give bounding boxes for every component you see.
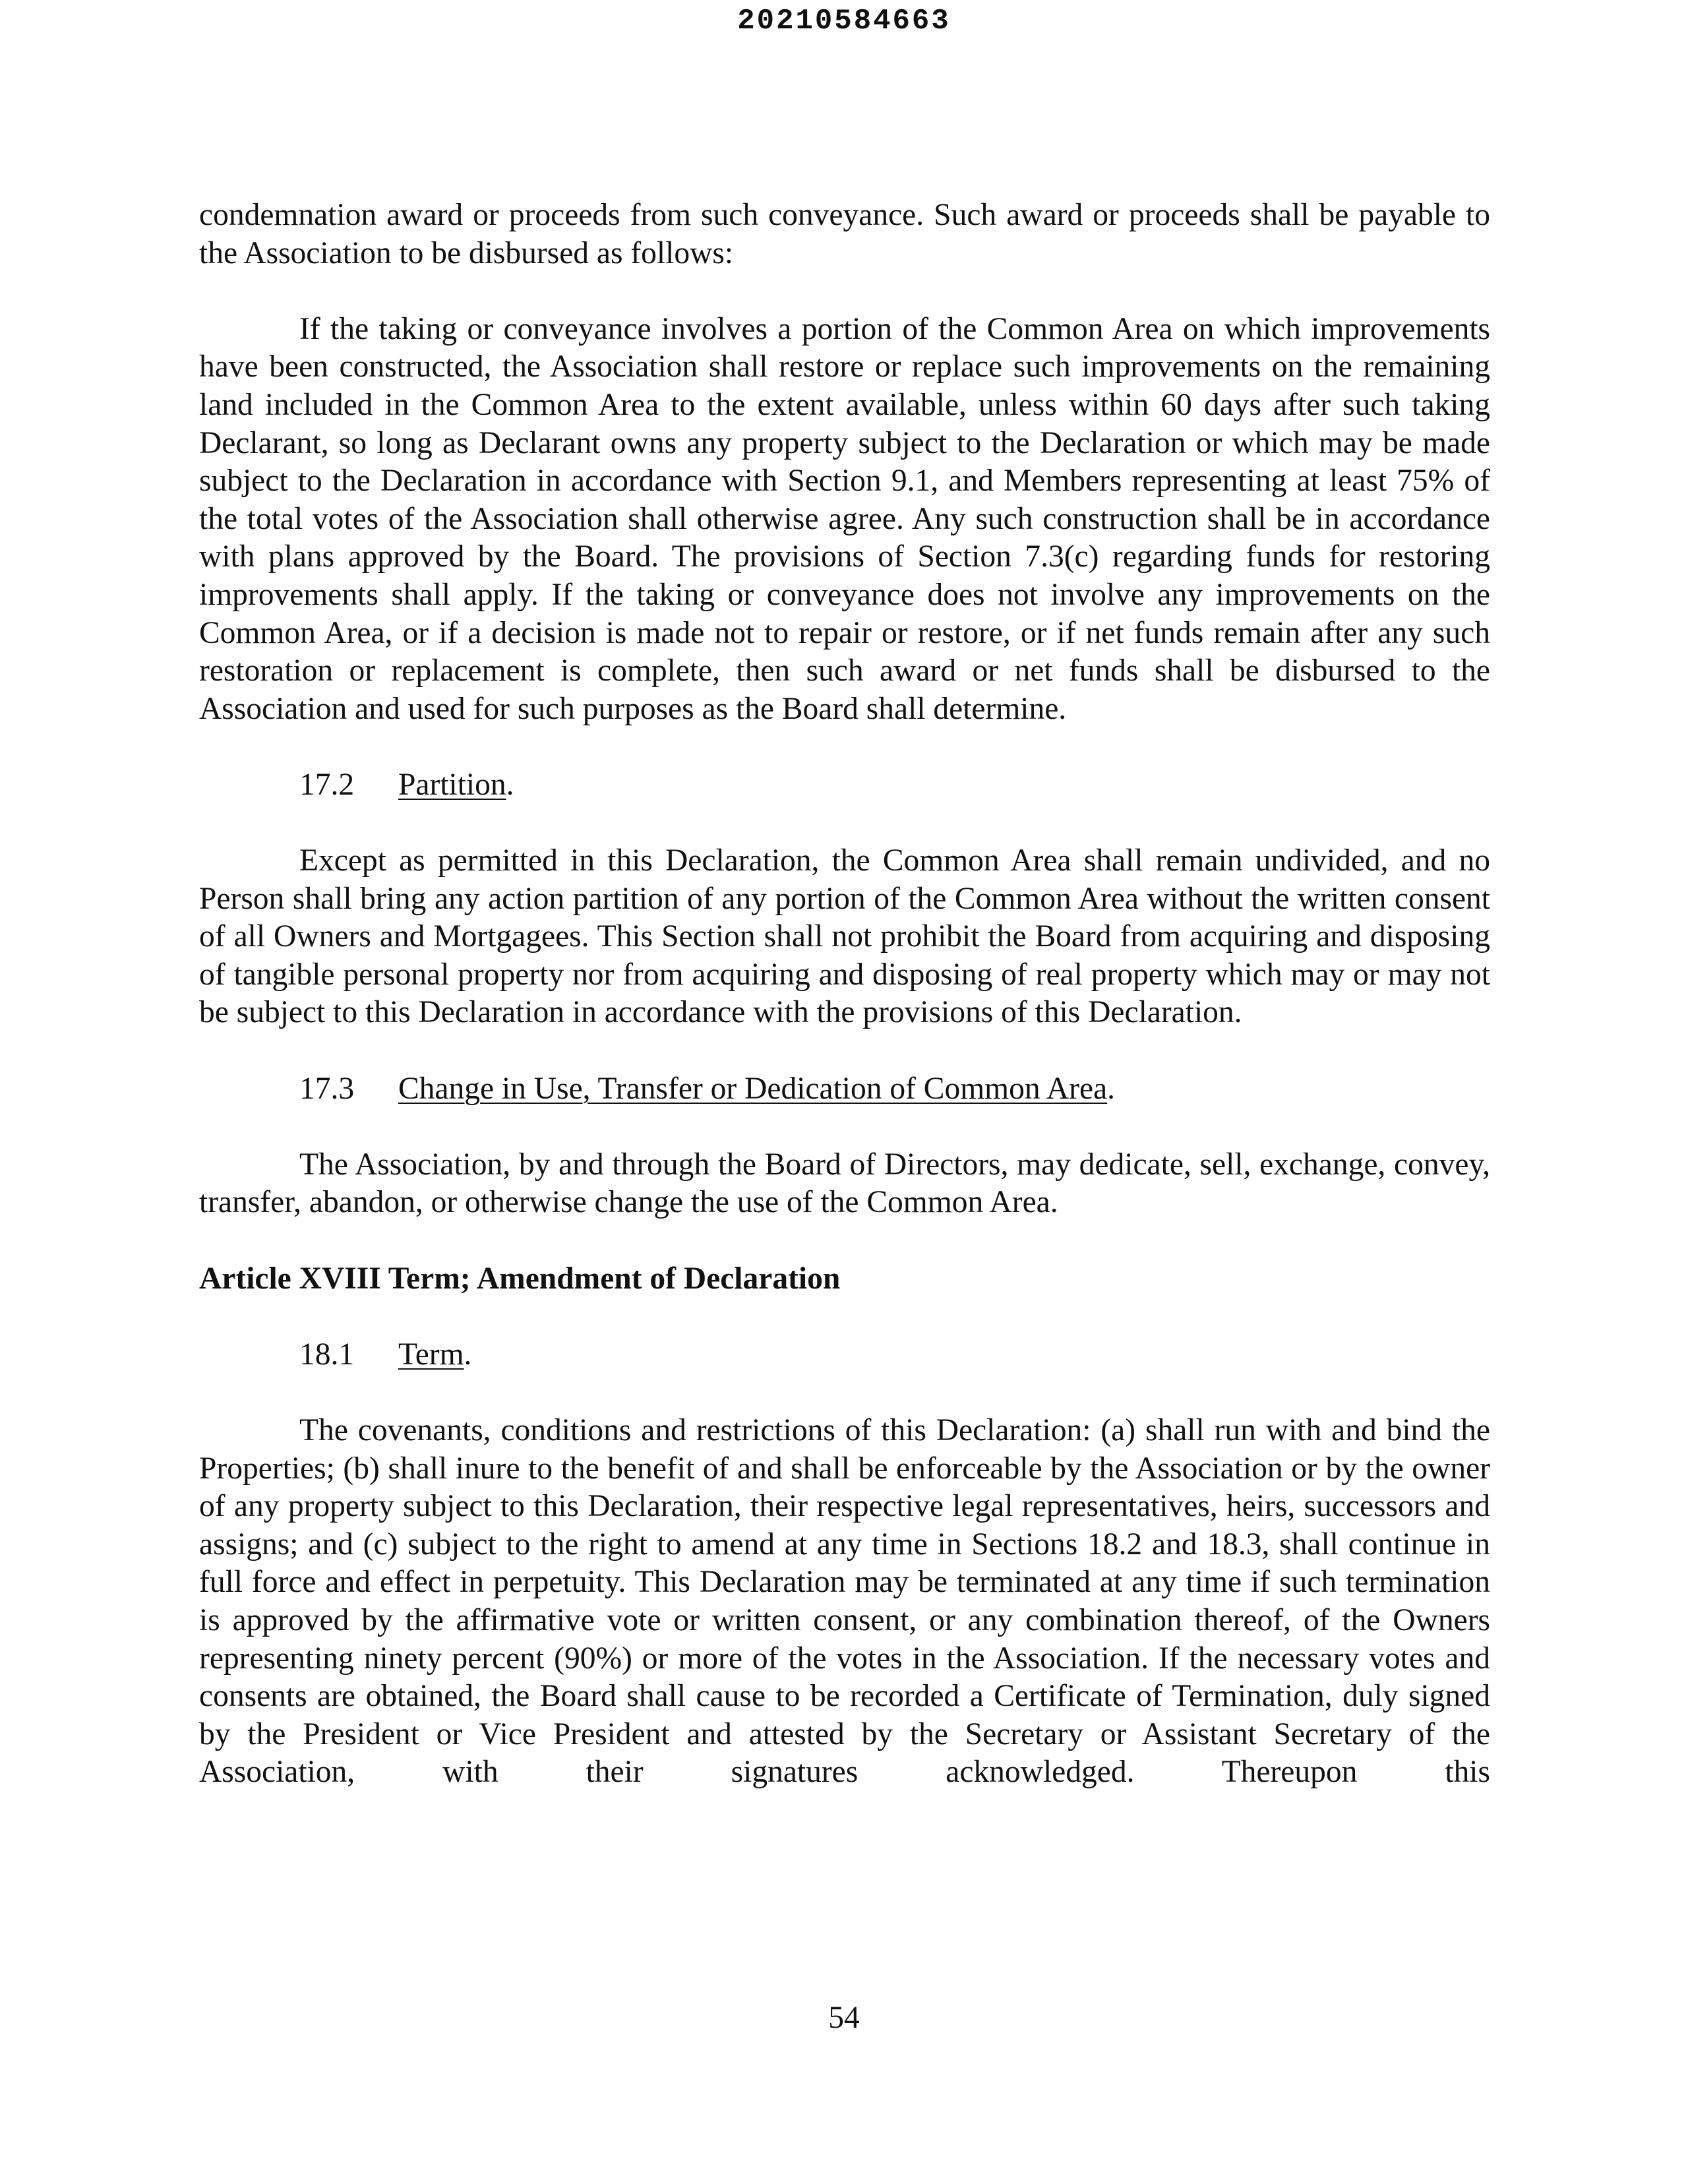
section-number: 18.1 bbox=[299, 1337, 355, 1372]
document-number: 20210584663 bbox=[737, 5, 951, 38]
article-heading: Article XVIII Term; Amendment of Declaration bbox=[199, 1261, 841, 1296]
section-heading-17-3 bbox=[299, 1070, 1490, 1108]
section-title: Change in Use, Transfer or Dedication of Common Area bbox=[398, 1071, 1108, 1106]
section-title: Term bbox=[398, 1337, 464, 1372]
paragraph-term: The covenants, conditions and restrictions of this Declaration: (a) shall run with and bind the Properties; (b) shall inure to the benefit of and shall be enforceable by the Association or by the owner of any property subject to this Declaration, their respective legal representatives, heirs, successors and assigns; and (c) subject to the right to amend at any time in Sections 18.2 and 18.3, shall continue in full force and effect in perpetuity. This Declaration may be terminated at any time if such termination is approved by the affirmative vote or written consent, or any combination thereof, of the Owners representing ninety percent (90%) or more of the votes in the Association. If the necessary votes and consents are obtained, the Board shall cause to be recorded a Certificate of Termination, duly signed by the President or Vice President and attested by the Secretary or Assistant Secretary of the Association, with their signatures acknowledged. Thereupon this bbox=[199, 1413, 1490, 1790]
paragraph-change-in-use: The Association, by and through the Board of Directors, may dedicate, sell, exchange, convey, transfer, abandon, or otherwise change the use of the Common Area. bbox=[199, 1147, 1490, 1220]
section-title-period: . bbox=[506, 767, 514, 802]
section-number: 17.2 bbox=[299, 767, 355, 802]
paragraph-partition: Except as permitted in this Declaration, the Common Area shall remain undivided, and no Person shall bring any action partition of any portion of the Common Area without the written consent of all Owners and Mortgagees. This Section shall not prohibit the Board from acquiring and disposing of tangible personal property nor from acquiring and disposing of real property which may or may not be subject to this Declaration in accordance with the provisions of this Declaration. bbox=[199, 843, 1490, 1030]
section-number: 17.3 bbox=[299, 1071, 355, 1106]
paragraph-condemnation-award: condemnation award or proceeds from such conveyance. Such award or proceeds shall be payable to the Association to be disbursed as follows: bbox=[199, 198, 1490, 270]
paragraph-taking-or-conveyance: If the taking or conveyance involves a portion of the Common Area on which improvements have been constructed, the Association shall restore or replace such improvements on the remaining land included in the Common Area to the extent available, unless within 60 days after such taking Declarant, so long as Declarant owns any property subject to the Declaration or which may be made subject to the Declaration in accordance with Section 9.1, and Members representing at least 75% of the total votes of the Association shall otherwise agree. Any such construction shall be in accordance with plans approved by the Board. The provisions of Section 7.3(c) regarding funds for restoring improvements shall apply. If the taking or conveyance does not involve any improvements on the Common Area, or if a decision is made not to repair or restore, or if net funds remain after any such restoration or replacement is complete, then such award or net funds shall be disbursed to the Association and used for such purposes as the Board shall determine. bbox=[199, 311, 1490, 726]
page-number: 54 bbox=[828, 2001, 860, 2035]
section-heading-18-1 bbox=[299, 1336, 1490, 1374]
section-title-period: . bbox=[464, 1337, 472, 1372]
section-title: Partition bbox=[398, 767, 506, 802]
section-heading-17-2 bbox=[299, 766, 1490, 804]
page-body bbox=[199, 197, 1490, 1830]
section-title-period: . bbox=[1107, 1071, 1116, 1106]
